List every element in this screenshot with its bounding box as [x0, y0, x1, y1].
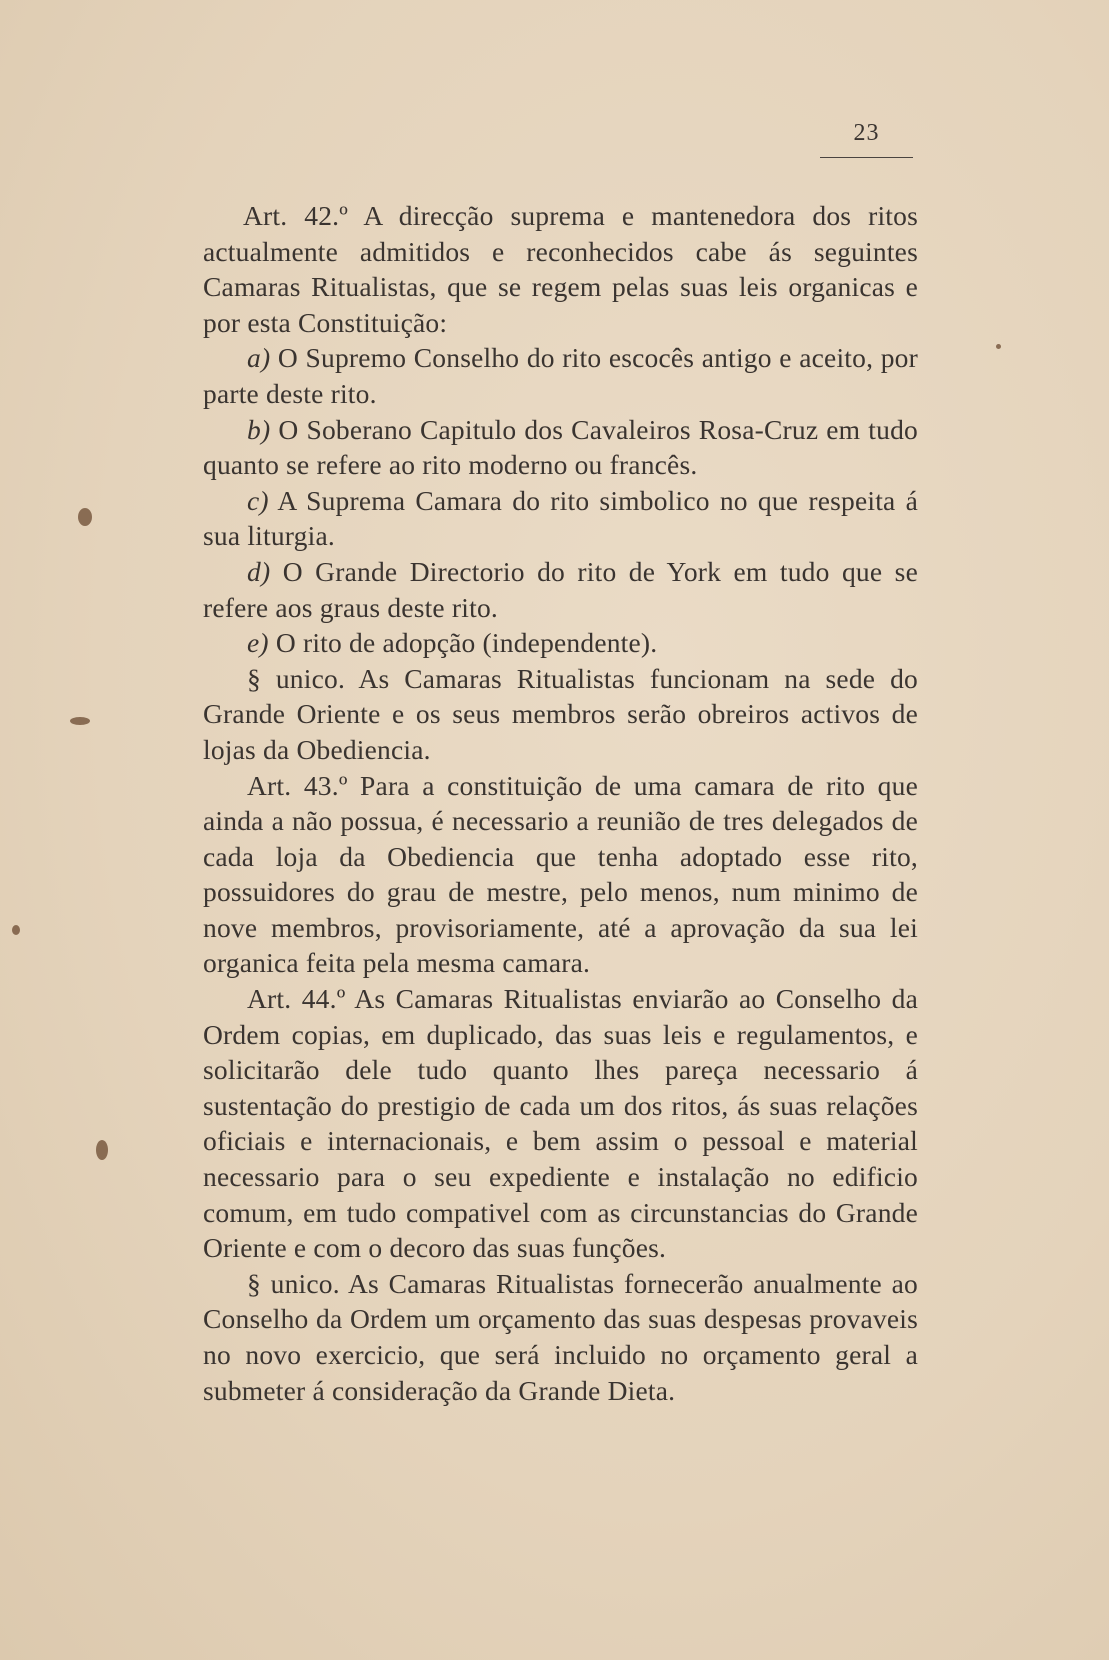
foxing-spot — [12, 925, 20, 935]
article-42-unico: § unico. As Camaras Ritualistas funcionam na sede do Grande Oriente e os seus membros serão obreiros activos de lojas da Obediencia. — [203, 662, 918, 765]
body-text — [203, 198, 918, 1408]
item-d — [203, 554, 918, 625]
article-44-unico: § unico. As Camaras Ritualistas fornecerão anualmente ao Conselho da Ordem um orçamento das suas despesas provaveis no novo exercicio, que será incluido no orçamento geral a submeter á consideração da Grande Dieta. — [203, 1267, 918, 1406]
item-c — [203, 483, 918, 554]
item-a-text: O Supremo Conselho do rito escocês antigo e aceito, por parte deste rito. — [203, 342, 918, 409]
item-e — [203, 625, 918, 661]
item-d-label: d) — [247, 555, 271, 587]
item-b-text: O Soberano Capitulo dos Cavaleiros Rosa-Cruz em tudo quanto se refere ao rito moderno ou francês. — [203, 413, 918, 481]
item-c-text: A Suprema Camara do rito simbolico no que respeita á sua liturgia. — [203, 484, 918, 552]
foxing-spot — [96, 1140, 108, 1160]
page-number-rule — [820, 157, 913, 158]
article-42: Art. 42.º A direcção suprema e mantenedora dos ritos actualmente admitidos e reconhecidos cabe ás seguintes Camaras Ritualistas, que se regem pelas suas leis organicas e por esta Constituição: — [203, 200, 918, 338]
item-e-text: O rito de adopção (independente). — [268, 627, 658, 659]
article-43: Art. 43.º Para a constituição de uma camara de rito que ainda a não possua, é necessario a reunião de tres delegados de cada loja da Obediencia que tenha adoptado esse rito, possuidores do grau de mestre, pelo menos, num minimo de nove membros, provisoriamente, até a aprovação da sua lei organica feita pela mesma camara. — [203, 769, 918, 979]
item-d-text: O Grande Directorio do rito de York em tudo que se refere aos graus deste rito. — [203, 555, 918, 623]
item-a — [203, 340, 918, 411]
item-b-label: b) — [247, 413, 271, 445]
foxing-spot — [78, 508, 92, 526]
item-b — [203, 412, 918, 483]
item-e-label: e) — [247, 627, 269, 659]
foxing-spot — [996, 344, 1001, 349]
page-number: 23 — [853, 120, 880, 146]
item-c-label: c) — [247, 484, 269, 516]
foxing-spot — [70, 717, 90, 725]
item-a-label: a) — [247, 342, 271, 374]
article-44: Art. 44.º As Camaras Ritualistas enviarão ao Conselho da Ordem copias, em duplicado, das suas leis e regulamentos, e solicitarão dele tudo quanto lhes pareça necessario á sustentação do prestigio de cada um dos ritos, ás suas relações oficiais e internacionais, e bem assim o pessoal e material necessario para o seu expediente e instalação no edificio comum, em tudo compativel com as circunstancias do Grande Oriente e com o decoro das suas funções. — [203, 983, 918, 1264]
